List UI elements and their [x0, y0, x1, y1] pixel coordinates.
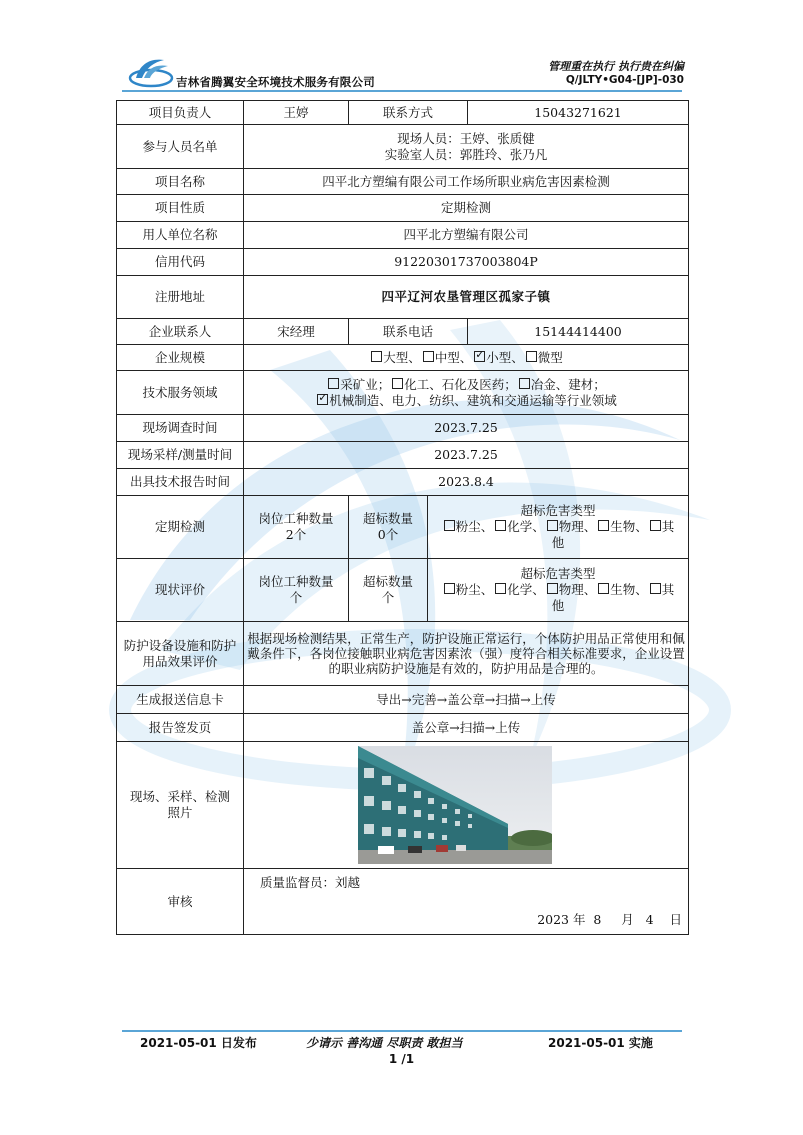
review-date: 2023 年 8 月 4 日 — [537, 912, 683, 927]
hazard-other: 其 — [661, 582, 675, 597]
post-count-label: 岗位工种数量 — [258, 574, 334, 589]
photo-cell — [244, 742, 689, 869]
employer-value: 四平北方塑编有限公司 — [244, 222, 689, 249]
review-label: 审核 — [117, 869, 244, 935]
checkbox-dust-icon — [444, 520, 455, 531]
credit-code-value: 91220301737003804P — [244, 249, 689, 276]
table-row — [117, 869, 689, 935]
hazard-dust: 粉尘、 — [455, 582, 494, 597]
publish-date: 2021-05-01 日发布 — [140, 1036, 257, 1050]
scale-label: 企业规模 — [117, 345, 244, 371]
table-row — [117, 415, 689, 442]
hazard-chemical: 化学、 — [507, 582, 545, 597]
project-leader-label: 项目负责人 — [117, 101, 244, 125]
info-card-label: 生成报送信息卡 — [117, 686, 244, 714]
site-photo — [358, 746, 552, 864]
table-row — [117, 249, 689, 276]
exceed-count-label: 超标数量 — [362, 511, 413, 526]
footer-motto: 少请示 善沟通 尽职责 敢担当 — [306, 1036, 463, 1050]
participants-label: 参与人员名单 — [117, 125, 244, 169]
project-nature-label: 项目性质 — [117, 195, 244, 222]
table-row — [117, 195, 689, 222]
periodic-exceed-count: 0个 — [377, 527, 399, 542]
phone-label: 联系电话 — [349, 319, 468, 345]
checkbox-chemical-hazard-icon — [495, 520, 506, 531]
periodic-post-cell — [244, 496, 349, 559]
scale-option-micro: 微型 — [537, 349, 563, 365]
report-time-value: 2023.8.4 — [244, 469, 689, 496]
scale-option-medium: 中型、 — [434, 349, 473, 365]
table-row — [117, 125, 689, 169]
credit-code-label: 信用代码 — [117, 249, 244, 276]
hazard-biological: 生物、 — [610, 519, 648, 534]
enterprise-contact-label: 企业联系人 — [117, 319, 244, 345]
tech-field-label: 技术服务领域 — [117, 371, 244, 415]
contact-label: 联系方式 — [349, 101, 468, 125]
checkbox-other-icon — [650, 583, 661, 594]
status-post-count: 个 — [289, 590, 303, 605]
survey-time-label: 现场调查时间 — [117, 415, 244, 442]
report-time-label: 出具技术报告时间 — [117, 469, 244, 496]
hazard-chemical: 化学、 — [507, 519, 545, 534]
checkbox-medium-icon — [423, 351, 434, 362]
hazard-type-label: 超标危害类型 — [520, 566, 596, 581]
participants-lab: 实验室人员：郭胜玲、张乃凡 — [384, 146, 548, 162]
tech-option-mining: 采矿业； — [340, 376, 391, 392]
table-row — [117, 714, 689, 742]
hazard-biological: 生物、 — [610, 582, 648, 597]
project-name-value: 四平北方塑编有限公司工作场所职业病危害因素检测 — [244, 169, 689, 195]
post-count-label: 岗位工种数量 — [258, 511, 334, 526]
hazard-other-tail: 他 — [551, 598, 565, 613]
status-post-cell — [244, 559, 349, 622]
address-label: 注册地址 — [117, 276, 244, 319]
hazard-physical: 物理、 — [558, 582, 597, 597]
table-row — [117, 101, 689, 125]
checkbox-machinery-checked-icon — [317, 394, 328, 405]
project-name-label: 项目名称 — [117, 169, 244, 195]
survey-time-value: 2023.7.25 — [244, 415, 689, 442]
project-leader-value: 王婷 — [244, 101, 349, 125]
contact-value: 15043271621 — [468, 101, 689, 125]
tech-field-options — [244, 371, 689, 415]
tech-option-metallurgy: 冶金、建材； — [530, 376, 606, 392]
footer-divider — [122, 1030, 682, 1032]
photo-label: 现场、采样、检测照片 — [117, 742, 244, 869]
checkbox-metallurgy-icon — [519, 378, 530, 389]
review-cell — [244, 869, 689, 935]
factory-photo-image — [358, 746, 552, 864]
table-row — [117, 442, 689, 469]
periodic-exceed-cell — [349, 496, 428, 559]
scale-option-small: 小型、 — [486, 349, 524, 365]
hazard-other-tail: 他 — [551, 535, 565, 550]
scale-options — [244, 345, 689, 371]
checkbox-physical-icon — [547, 520, 558, 531]
table-row — [117, 559, 689, 622]
page-header — [0, 0, 803, 100]
status-exceed-count: 个 — [381, 590, 395, 605]
page-number: 1 /1 — [388, 1052, 415, 1066]
table-row — [117, 742, 689, 869]
periodic-hazard-cell — [428, 496, 689, 559]
sampling-time-label: 现场采样/测量时间 — [117, 442, 244, 469]
tech-option-chemical: 化工、石化及医药； — [404, 376, 517, 392]
table-row — [117, 276, 689, 319]
periodic-post-count: 2个 — [285, 527, 307, 542]
table-row — [117, 686, 689, 714]
quality-supervisor: 质量监督员：刘越 — [260, 875, 361, 890]
table-row — [117, 496, 689, 559]
checkbox-micro-icon — [526, 351, 537, 362]
periodic-label: 定期检测 — [117, 496, 244, 559]
checkbox-small-checked-icon — [474, 351, 485, 362]
scale-option-large: 大型、 — [383, 349, 421, 365]
header-divider — [122, 90, 682, 92]
hazard-other: 其 — [661, 519, 675, 534]
sign-page-label: 报告签发页 — [117, 714, 244, 742]
checkbox-chemical-icon — [392, 378, 403, 389]
table-row — [117, 371, 689, 415]
project-info-table — [116, 100, 689, 935]
checkbox-chemical-hazard-icon — [495, 583, 506, 594]
hazard-type-label: 超标危害类型 — [520, 503, 596, 518]
enterprise-contact-value: 宋经理 — [244, 319, 349, 345]
checkbox-dust-icon — [444, 583, 455, 594]
address-value: 四平辽河农垦管理区孤家子镇 — [244, 276, 689, 319]
checkbox-mining-icon — [328, 378, 339, 389]
company-name: 吉林省腾翼安全环境技术服务有限公司 — [176, 75, 375, 89]
tech-option-machinery: 机械制造、电力、纺织、建筑和交通运输等行业领域 — [329, 392, 617, 408]
status-hazard-cell — [428, 559, 689, 622]
protection-label: 防护设备设施和防护用品效果评价 — [117, 622, 244, 686]
checkbox-large-icon — [371, 351, 382, 362]
company-logo-icon — [128, 54, 174, 88]
info-card-flow: 导出→完善→盖公章→扫描→上传 — [244, 686, 689, 714]
employer-label: 用人单位名称 — [117, 222, 244, 249]
table-row — [117, 319, 689, 345]
document-code: Q/JLTY•G04-[JP]-030 — [565, 74, 684, 86]
status-exceed-cell — [349, 559, 428, 622]
table-row — [117, 222, 689, 249]
project-nature-value: 定期检测 — [244, 195, 689, 222]
sign-page-flow: 盖公章→扫描→上传 — [244, 714, 689, 742]
phone-value: 15144414400 — [468, 319, 689, 345]
table-row — [117, 469, 689, 496]
exceed-count-label: 超标数量 — [362, 574, 413, 589]
hazard-dust: 粉尘、 — [455, 519, 494, 534]
participants-value — [244, 125, 689, 169]
header-slogan: 管理重在执行 执行贵在纠偏 — [548, 60, 684, 73]
hazard-physical: 物理、 — [558, 519, 597, 534]
participants-field: 现场人员：王婷、张质健 — [397, 130, 535, 146]
implement-date: 2021-05-01 实施 — [548, 1036, 653, 1050]
checkbox-physical-icon — [547, 583, 558, 594]
checkbox-biological-icon — [598, 520, 609, 531]
sampling-time-value: 2023.7.25 — [244, 442, 689, 469]
checkbox-biological-icon — [598, 583, 609, 594]
table-row — [117, 345, 689, 371]
table-row — [117, 622, 689, 686]
table-row — [117, 169, 689, 195]
checkbox-other-icon — [650, 520, 661, 531]
status-label: 现状评价 — [117, 559, 244, 622]
protection-text: 根据现场检测结果，正常生产，防护设施正常运行，个体防护用品正常使用和佩戴条件下，各岗位接触职业病危害因素浓（强）度符合相关标准要求，企业设置的职业病防护设施是有效的，防护用品是合理的。 — [244, 622, 689, 686]
